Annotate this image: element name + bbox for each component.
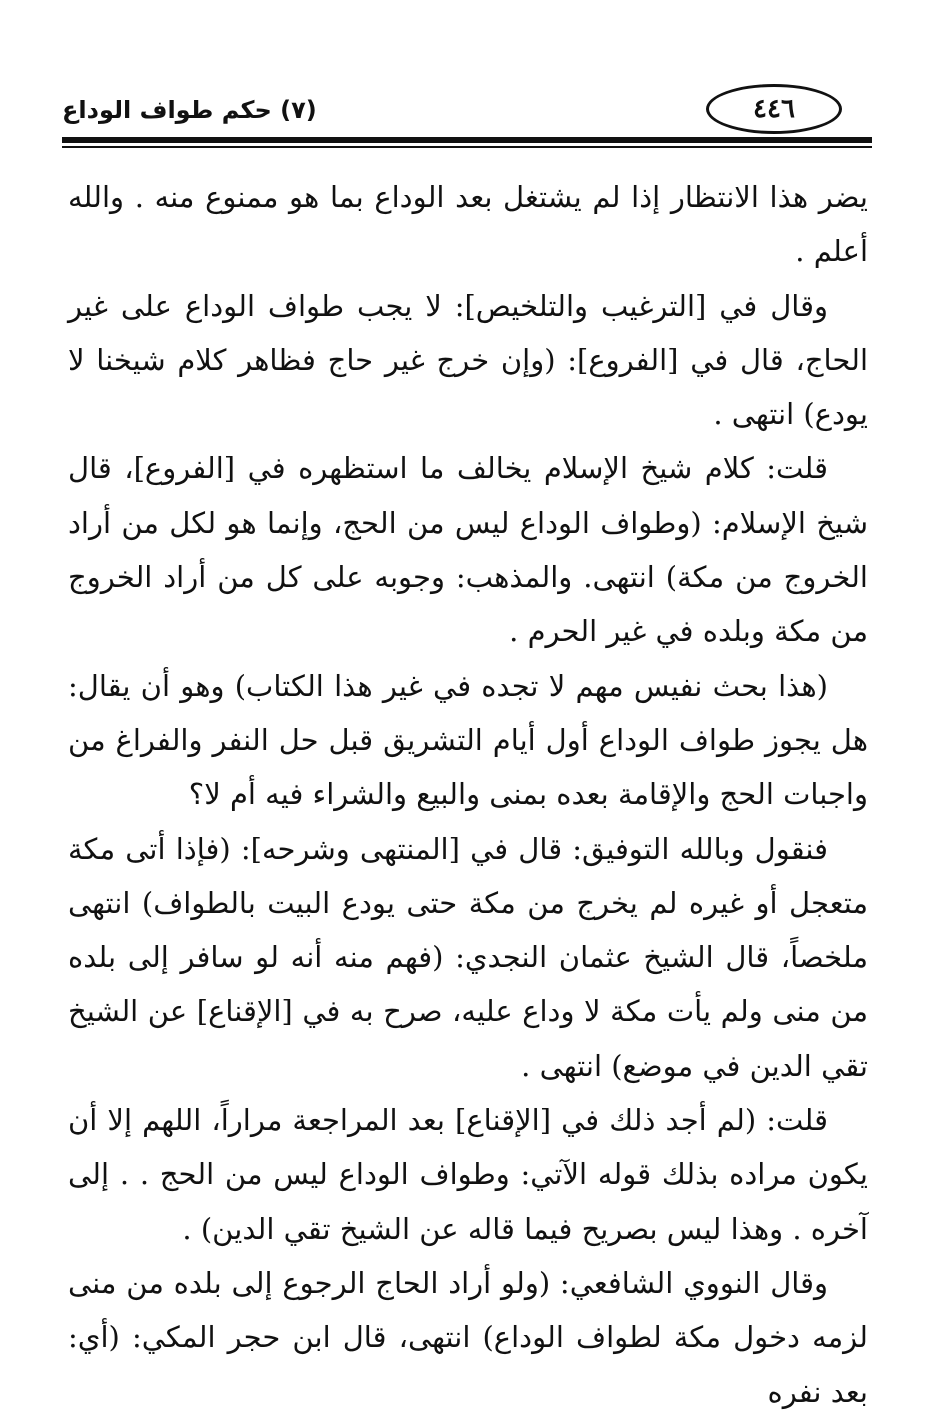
paragraph-6: قلت: (لم أجد ذلك في [الإقناع] بعد المراجعة مراراً، اللهم إلا أن يكون مراده بذلك قوله الآتي: وطواف الوداع ليس من الحج . . إلى آخره . وهذا ليس بصريح فيما قاله عن الشيخ تقي الدين) . [68, 1103, 868, 1246]
paragraph-2: وقال في [الترغيب والتلخيص]: لا يجب طواف الوداع على غير الحاج، قال في [الفروع]: (وإن خرج غير حاج فظاهر كلام شيخنا لا يودع) انتهى . [68, 288, 868, 432]
body-text [68, 170, 868, 1419]
paragraph-7: وقال النووي الشافعي: (ولو أراد الحاج الرجوع إلى بلده من منى لزمه دخول مكة لطواف الوداع) انتهى، قال ابن حجر المكي: (أي: بعد نفره [68, 1265, 868, 1409]
paragraph-1: يضر هذا الانتظار إذا لم يشتغل بعد الوداع بما هو ممنوع منه . والله أعلم . [68, 180, 868, 269]
running-title: (٧) حكم طواف الوداع [62, 96, 317, 124]
header-rule-thin [62, 146, 872, 148]
page-header [62, 82, 872, 152]
paragraph-3: قلت: كلام شيخ الإسلام يخالف ما استظهره في [الفروع]، قال شيخ الإسلام: (وطواف الوداع ليس من الحج، وإنما هو لكل من أراد الخروج من مكة) انتهى. والمذهب: وجوبه على كل من أراد الخروج من مكة وبلده في غير الحرم . [68, 451, 868, 649]
paragraph-5: فنقول وبالله التوفيق: قال في [المنتهى وشرحه]: (فإذا أتى مكة متعجل أو غيره لم يخرج من مكة حتى يودع البيت بالطواف) انتهى ملخصاً، قال الشيخ عثمان النجدي: (فهم منه أنه لو سافر إلى بلده من منى ولم يأت مكة لا وداع عليه، صرح به في [الإقناع] عن الشيخ تقي الدين في موضع) انتهى . [68, 831, 868, 1083]
header-rule-thick [62, 137, 872, 143]
paragraph-4: (هذا بحث نفيس مهم لا تجده في غير هذا الكتاب) وهو أن يقال: هل يجوز طواف الوداع أول أيام التشريق قبل حل النفر والفراغ من واجبات الحج والإقامة بعده بمنى والبيع والشراء فيه أم لا؟ [68, 668, 868, 812]
page-number: ٤٤٦ [706, 84, 842, 134]
